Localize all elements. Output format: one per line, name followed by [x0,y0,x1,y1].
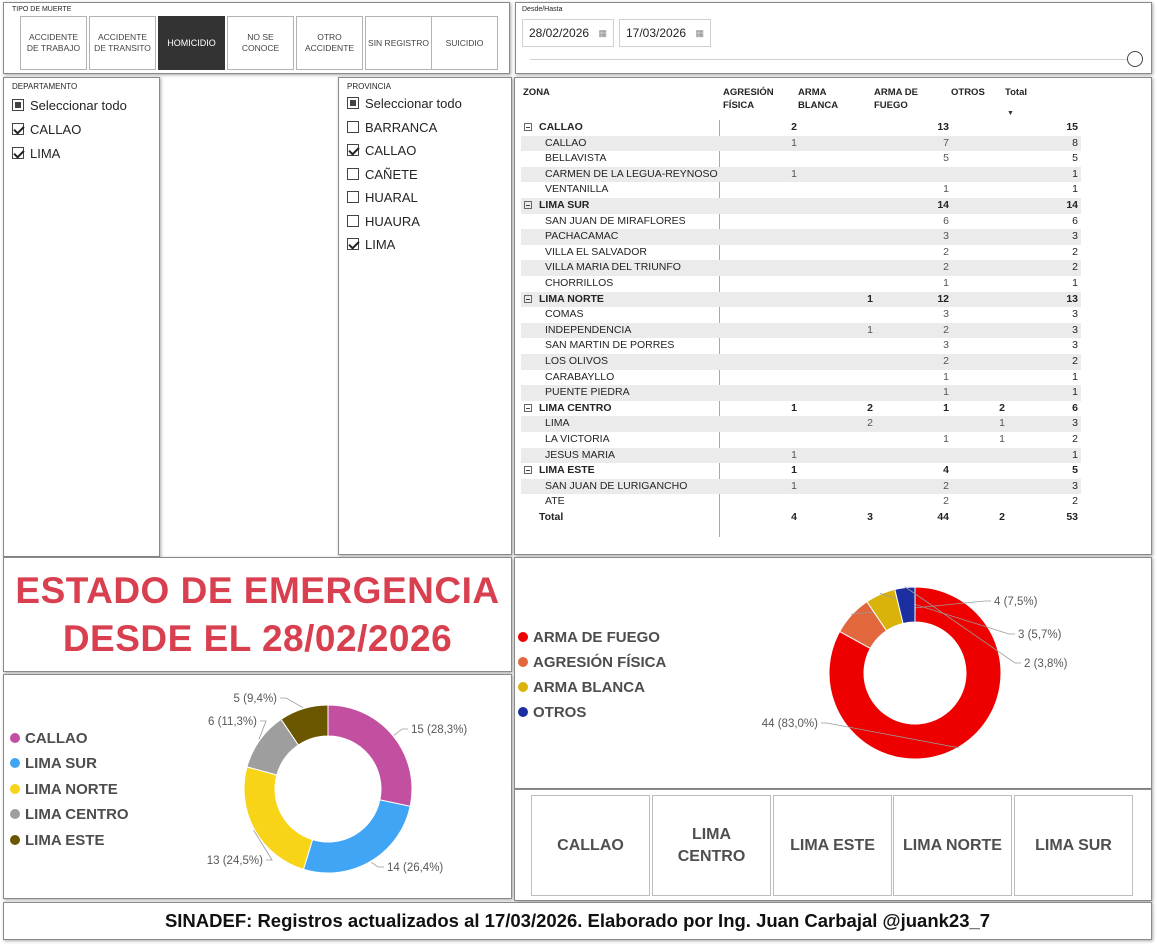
item-label: CALLAO [30,121,82,137]
provincia-item-huaura[interactable] [347,212,420,230]
cell-tot: 2 [1072,261,1078,274]
cell-fue: 2 [943,495,949,508]
matrix-row[interactable] [521,416,1081,432]
cell-tot: 15 [1066,121,1078,133]
matrix-row[interactable] [521,136,1081,152]
leader-line [280,698,303,708]
matrix-row[interactable] [521,479,1081,495]
cell-tot: 1 [1072,370,1078,383]
checkbox-partial-icon[interactable] [347,97,359,109]
zona-button-callao[interactable]: CALLAO [531,795,650,896]
col-header-arma-fuego[interactable] [874,86,918,112]
matrix-group-row[interactable] [521,198,1081,214]
cell-fue: 4 [943,464,949,477]
tile-accidente-trabajo[interactable]: ACCIDENTE DE TRABAJO [20,16,87,70]
cell-zona: LA VICTORIA [545,433,610,445]
date-range-header: Desde/Hasta [522,6,563,13]
matrix-total-row[interactable] [521,510,1081,526]
departamento-item-seleccionar-todo[interactable] [12,96,127,114]
cell-agr: 1 [791,167,797,180]
matrix-row[interactable] [521,338,1081,354]
checkbox-unchecked-icon[interactable] [347,168,359,180]
cell-otr: 1 [999,433,1005,445]
item-label: HUARAL [365,189,418,205]
cell-bla: 2 [867,401,873,414]
legend-label: CALLAO [25,729,88,747]
cell-bla: 2 [867,417,873,430]
cell-fue: 2 [943,323,949,336]
matrix-row[interactable] [521,494,1081,510]
matrix-group-row[interactable] [521,120,1081,136]
cell-fue: 2 [943,479,949,492]
cell-tot: 53 [1066,511,1078,523]
col-header-line: FÍSICA [723,100,755,111]
zona-button-slicer [514,789,1152,901]
cell-tot: 1 [1072,386,1078,399]
cell-zona: LIMA CENTRO [539,401,612,414]
tile-accidente-transito[interactable]: ACCIDENTE DE TRANSITO [89,16,156,70]
tile-otro-accidente[interactable]: OTRO ACCIDENTE [296,16,363,70]
checkbox-unchecked-icon[interactable] [347,215,359,227]
data-label: 15 (28,3%) [411,724,468,736]
col-header-arma-blanca[interactable] [798,86,838,112]
cell-fue: 2 [943,355,949,367]
matrix-row[interactable] [521,229,1081,245]
cell-tot: 1 [1072,183,1078,196]
estado-line-1: ESTADO DE EMERGENCIA [15,569,500,611]
matrix-row[interactable] [521,214,1081,230]
matrix-row[interactable] [521,385,1081,401]
donut-slice[interactable] [328,705,412,806]
col-header-agresion[interactable] [723,86,774,112]
cell-agr: 1 [791,448,797,461]
tile-suicidio[interactable]: SUICIDIO [431,16,498,70]
cell-zona: LIMA [545,417,570,430]
cell-zona: Total [539,511,564,523]
data-label: 5 (9,4%) [233,693,277,705]
donut-slice[interactable] [244,767,313,869]
cell-fue: 1 [943,277,949,289]
cell-fue: 2 [943,245,949,258]
cell-bla: 3 [867,511,873,523]
matrix-row[interactable] [521,354,1081,370]
item-label: LIMA [30,145,61,161]
cell-zona: SAN MARTIN DE PORRES [545,339,675,352]
tipo-muerte-slicer [3,2,510,74]
cell-zona: LIMA SUR [539,199,590,211]
provincia-item-barranca[interactable] [347,118,437,136]
checkbox-partial-icon[interactable] [12,99,24,111]
estado-emergencia-card [3,557,512,672]
col-header-line: AGRESIÓN [723,87,774,98]
item-label: LIMA [365,236,396,252]
leader-line [371,862,384,867]
cell-fue: 14 [937,199,949,211]
checkbox-checked-icon[interactable] [347,238,359,250]
matrix-group-row[interactable] [521,401,1081,417]
sort-descending-icon[interactable]: ▼ [1007,110,1014,117]
legend-label: LIMA SUR [25,754,97,772]
cell-tot: 3 [1072,339,1078,352]
cell-agr: 4 [791,511,797,523]
cell-zona: COMAS [545,308,584,321]
cell-tot: 2 [1072,355,1078,367]
data-label: 4 (7,5%) [994,596,1038,608]
item-label: BARRANCA [365,119,438,135]
matrix-row[interactable] [521,323,1081,339]
cell-zona: VILLA EL SALVADOR [545,245,647,258]
cell-zona: LOS OLIVOS [545,355,609,367]
cell-agr: 1 [791,401,797,414]
cell-zona: INDEPENDENCIA [545,323,632,336]
matrix-row[interactable] [521,370,1081,386]
date-range-slicer [515,2,1152,74]
legend-label: OTROS [533,703,587,721]
data-label: 14 (26,4%) [387,862,444,874]
matrix-group-row[interactable] [521,463,1081,479]
data-label: 44 (83,0%) [761,718,818,730]
collapse-icon[interactable] [524,201,532,209]
cell-fue: 13 [937,121,949,133]
col-header-otros[interactable]: OTROS [951,87,985,98]
zona-donut-svg [4,675,509,896]
cell-zona: LIMA ESTE [539,464,595,477]
checkbox-unchecked-icon[interactable] [347,121,359,133]
item-label: Seleccionar todo [30,97,127,113]
col-header-total[interactable]: Total [1005,87,1027,98]
cell-zona: SAN JUAN DE MIRAFLORES [545,214,686,227]
item-label: CAÑETE [365,166,418,182]
departamento-item-lima[interactable] [12,144,60,162]
cell-zona: VENTANILLA [545,183,609,196]
cell-tot: 14 [1066,199,1078,211]
cell-fue: 3 [943,339,949,352]
zona-matrix [514,77,1152,555]
cell-zona: CARMEN DE LA LEGUA-REYNOSO [545,167,718,180]
legend-label: LIMA ESTE [25,831,105,849]
provincia-item-lima[interactable] [347,235,395,253]
cell-fue: 12 [937,292,949,305]
matrix-row[interactable] [521,167,1081,183]
cell-agr: 2 [791,121,797,133]
cell-tot: 13 [1066,292,1078,305]
tipo-muerte-header: TIPO DE MUERTE [12,6,72,13]
cell-fue: 1 [943,386,949,399]
cell-fue: 6 [943,214,949,227]
provincia-item-seleccionar-todo[interactable] [347,94,462,112]
collapse-icon[interactable] [524,123,532,131]
cell-otr: 2 [999,401,1005,414]
matrix-group-row[interactable] [521,292,1081,308]
cell-agr: 1 [791,479,797,492]
col-header-line: ARMA [798,87,827,98]
cell-zona: SAN JUAN DE LURIGANCHO [545,479,688,492]
cell-tot: 8 [1072,136,1078,149]
cell-zona: CALLAO [545,136,587,149]
cell-fue: 5 [943,152,949,165]
col-header-line: BLANCA [798,100,839,111]
cell-otr: 1 [999,417,1005,430]
cell-fue: 3 [943,308,949,321]
date-to-value: 17/03/2026 [626,26,687,40]
date-from-input[interactable] [522,19,614,47]
cell-tot: 5 [1072,152,1078,165]
arma-donut-chart [514,557,1152,789]
provincia-item-canete[interactable] [347,165,418,183]
cell-fue: 1 [943,183,949,196]
cell-zona: JESUS MARIA [545,448,616,461]
cell-tot: 3 [1072,417,1078,430]
zona-button-lima-norte[interactable]: LIMA NORTE [893,795,1012,896]
item-label: CALLAO [365,142,417,158]
cell-agr: 1 [791,136,797,149]
item-label: HUAURA [365,213,420,229]
matrix-row[interactable] [521,307,1081,323]
matrix-row[interactable] [521,260,1081,276]
matrix-row[interactable] [521,276,1081,292]
cell-zona: PACHACAMAC [545,230,619,243]
cell-tot: 6 [1072,401,1078,414]
collapse-icon[interactable] [524,295,532,303]
cell-zona: PUENTE PIEDRA [545,386,630,399]
col-header-line: ARMA DE [874,87,918,98]
data-label: 6 (11,3%) [207,716,257,728]
data-label: 3 (5,7%) [1018,629,1062,641]
checkbox-checked-icon[interactable] [12,147,24,159]
estado-line-2: DESDE EL 28/02/2026 [62,617,453,659]
tile-sin-registro[interactable]: SIN REGISTRO [365,16,432,70]
footer-credits: SINADEF: Registros actualizados al 17/03/2026. Elaborado por Ing. Juan Carbajal @juank23_7 [3,902,1152,940]
legend-label: AGRESIÓN FÍSICA [533,653,667,671]
tile-no-se-conoce[interactable]: NO SE CONOCE [227,16,294,70]
cell-tot: 2 [1072,433,1078,445]
cell-zona: BELLAVISTA [545,152,607,165]
cell-tot: 3 [1072,308,1078,321]
cell-fue: 1 [943,401,949,414]
cell-tot: 2 [1072,245,1078,258]
matrix-row[interactable] [521,432,1081,448]
cell-zona: VILLA MARIA DEL TRIUNFO [545,261,681,274]
zona-button-lima-sur[interactable]: LIMA SUR [1014,795,1133,896]
cell-tot: 1 [1072,277,1078,289]
legend-label: LIMA CENTRO [25,805,129,823]
cell-tot: 5 [1072,464,1078,477]
departamento-item-callao[interactable] [12,120,81,138]
cell-bla: 1 [867,292,873,305]
cell-otr: 2 [999,511,1005,523]
col-header-zona[interactable]: ZONA [523,87,550,98]
provincia-item-huaral[interactable] [347,188,418,206]
cell-fue: 1 [943,370,949,383]
data-label: 2 (3,8%) [1024,658,1068,670]
cell-tot: 3 [1072,323,1078,336]
tile-homicidio[interactable]: HOMICIDIO [158,16,225,70]
cell-tot: 1 [1072,167,1078,180]
cell-fue: 44 [937,511,949,523]
cell-fue: 1 [943,433,949,445]
col-header-line: FUEGO [874,100,908,111]
collapse-icon[interactable] [524,466,532,474]
date-to-input[interactable] [619,19,711,47]
cell-tot: 6 [1072,214,1078,227]
data-label: 13 (24,5%) [206,855,263,867]
cell-fue: 7 [943,136,949,149]
cell-zona: CHORRILLOS [545,277,614,289]
checkbox-unchecked-icon[interactable] [347,191,359,203]
cell-tot: 3 [1072,479,1078,492]
cell-zona: CALLAO [539,121,583,133]
date-slider-handle[interactable] [1127,51,1143,67]
matrix-row[interactable] [521,245,1081,261]
cell-tot: 2 [1072,495,1078,508]
leader-line [394,729,408,735]
collapse-icon[interactable] [524,404,532,412]
date-from-value: 28/02/2026 [529,26,590,40]
cell-bla: 1 [867,323,873,336]
calendar-icon[interactable]: ▦ [598,28,607,38]
calendar-icon[interactable]: ▦ [695,28,704,38]
cell-tot: 3 [1072,230,1078,243]
zona-button-lima-centro[interactable]: LIMA CENTRO [652,795,771,896]
cell-fue: 3 [943,230,949,243]
checkbox-checked-icon[interactable] [12,123,24,135]
checkbox-checked-icon[interactable] [347,144,359,156]
zona-button-lima-este[interactable]: LIMA ESTE [773,795,892,896]
matrix-row[interactable] [521,151,1081,167]
date-slider-track[interactable] [530,59,1137,60]
matrix-row[interactable] [521,182,1081,198]
cell-fue: 2 [943,261,949,274]
departamento-header: DEPARTAMENTO [12,82,78,91]
cell-tot: 1 [1072,448,1078,461]
departamento-slicer [3,77,160,557]
cell-zona: ATE [545,495,565,508]
cell-agr: 1 [791,464,797,477]
provincia-item-callao[interactable] [347,141,416,159]
provincia-slicer [338,77,512,555]
legend-label: ARMA DE FUEGO [533,628,660,646]
matrix-row[interactable] [521,448,1081,464]
provincia-header: PROVINCIA [347,82,392,91]
legend-label: ARMA BLANCA [533,678,645,696]
zona-donut-chart [3,674,512,899]
legend-label: LIMA NORTE [25,780,118,798]
cell-zona: CARABAYLLO [545,370,615,383]
item-label: Seleccionar todo [365,95,462,111]
arma-donut-svg [515,558,1149,786]
cell-zona: LIMA NORTE [539,292,604,305]
